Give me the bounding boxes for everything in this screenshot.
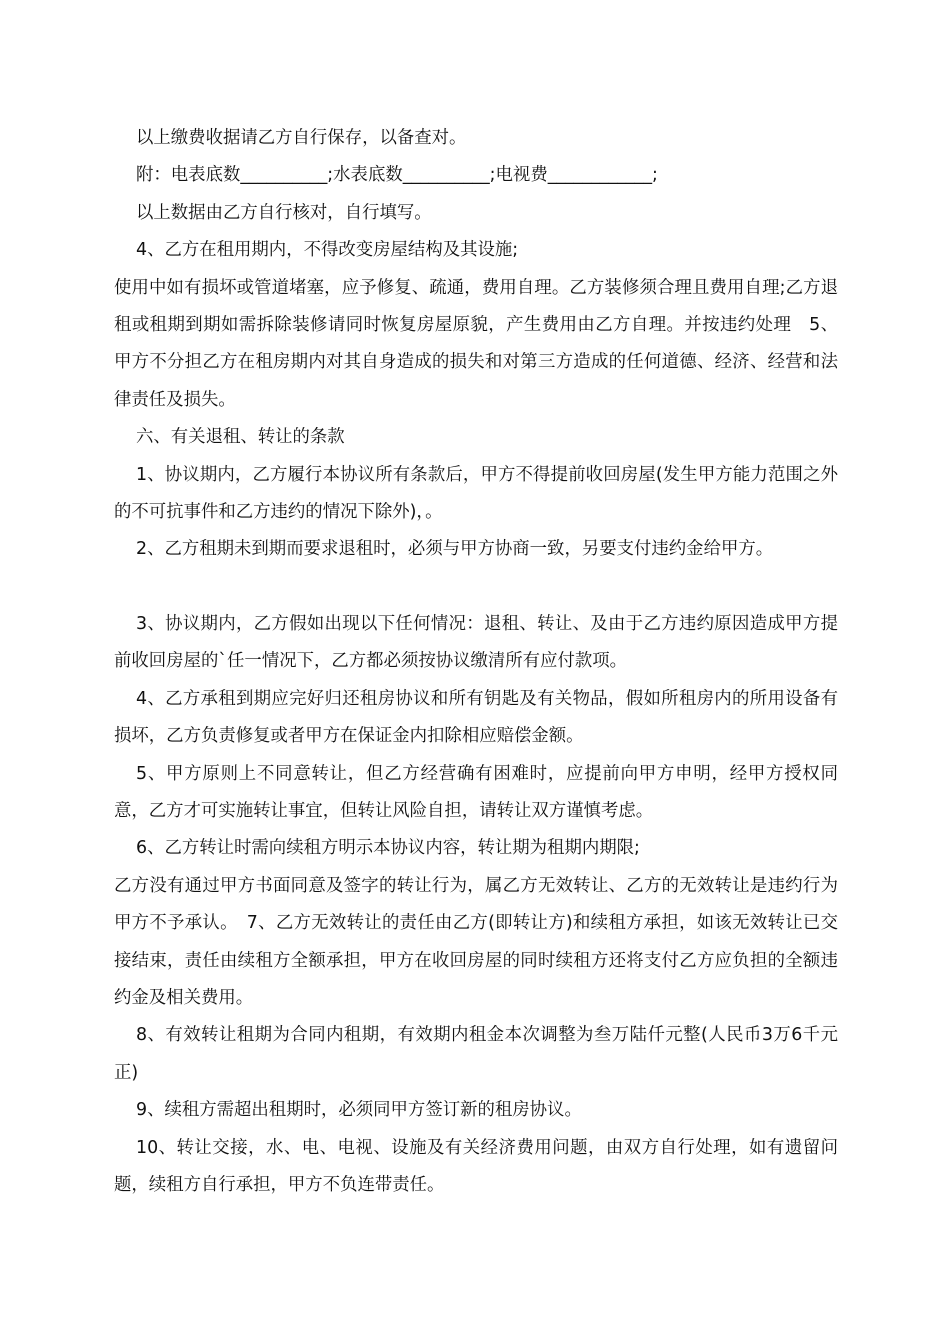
paragraph: 10、转让交接，水、电、电视、设施及有关经济费用问题，由双方自行处理，如有遗留问题，续租方自行承担，甲方不负连带责任。 [114, 1137, 838, 1195]
paragraph: 1、协议期内，乙方履行本协议所有条款后，甲方不得提前收回房屋(发生甲方能力范围之外的不可抗事件和乙方违约的情况下除外)，。 [114, 464, 838, 523]
document-body [114, 120, 838, 1204]
paragraph: 4、乙方在租用期内，不得改变房屋结构及其设施; [136, 240, 519, 261]
paragraph: 附：电表底数__________;水表底数__________;电视费____________; [136, 165, 658, 186]
blank-line [114, 569, 838, 606]
paragraph: 4、乙方承租到期应完好归还租房协议和所有钥匙及有关物品，假如所租房内的所用设备有损坏，乙方负责修复或者甲方在保证金内扣除相应赔偿金额。 [114, 688, 838, 747]
paragraph: 以上数据由乙方自行核对，自行填写。 [136, 202, 432, 223]
paragraph: 3、协议期内，乙方假如出现以下任何情况：退租、转让、及由于乙方违约原因造成甲方提前收回房屋的`任一情况下，乙方都必须按协议缴清所有应付款项。 [114, 613, 838, 672]
paragraph: 5、甲方原则上不同意转让，但乙方经营确有困难时，应提前向甲方申明，经甲方授权同意，乙方才可实施转让事宜，但转让风险自担，请转让双方谨慎考虑。 [114, 763, 838, 821]
paragraph: 8、有效转让租期为合同内租期，有效期内租金本次调整为叁万陆仟元整(人民币3万6千元正) [114, 1025, 838, 1083]
paragraph: 使用中如有损坏或管道堵塞，应予修复、疏通，费用自理。乙方装修须合理且费用自理;乙方退租或租期到期如需拆除装修请同时恢复房屋原貌，产生费用由乙方自理。并按违约处理 5、甲方不分担乙方在租房期内对其自身造成的损失和对第三方造成的任何道德、经济、经营和法律责任及损失。 [114, 277, 838, 410]
paragraph: 2、乙方租期未到期而要求退租时，必须与甲方协商一致，另要支付违约金给甲方。 [136, 539, 774, 560]
paragraph: 9、续租方需超出租期时，必须同甲方签订新的租房协议。 [136, 1100, 582, 1121]
paragraph: 6、乙方转让时需向续租方明示本协议内容，转让期为租期内期限; [136, 838, 640, 859]
paragraph: 以上缴费收据请乙方自行保存，以备查对。 [136, 128, 467, 148]
paragraph: 六、有关退租、转让的条款 [136, 427, 345, 448]
paragraph: 乙方没有通过甲方书面同意及签字的转让行为，属乙方无效转让、乙方的无效转让是违约行为甲方不予承认。 7、乙方无效转让的责任由乙方(即转让方)和续租方承担，如该无效转让已交接结束，责任由续租方全额承担，甲方在收回房屋的同时续租方还将支付乙方应负担的全额违约金及相关费用。 [114, 875, 838, 1008]
